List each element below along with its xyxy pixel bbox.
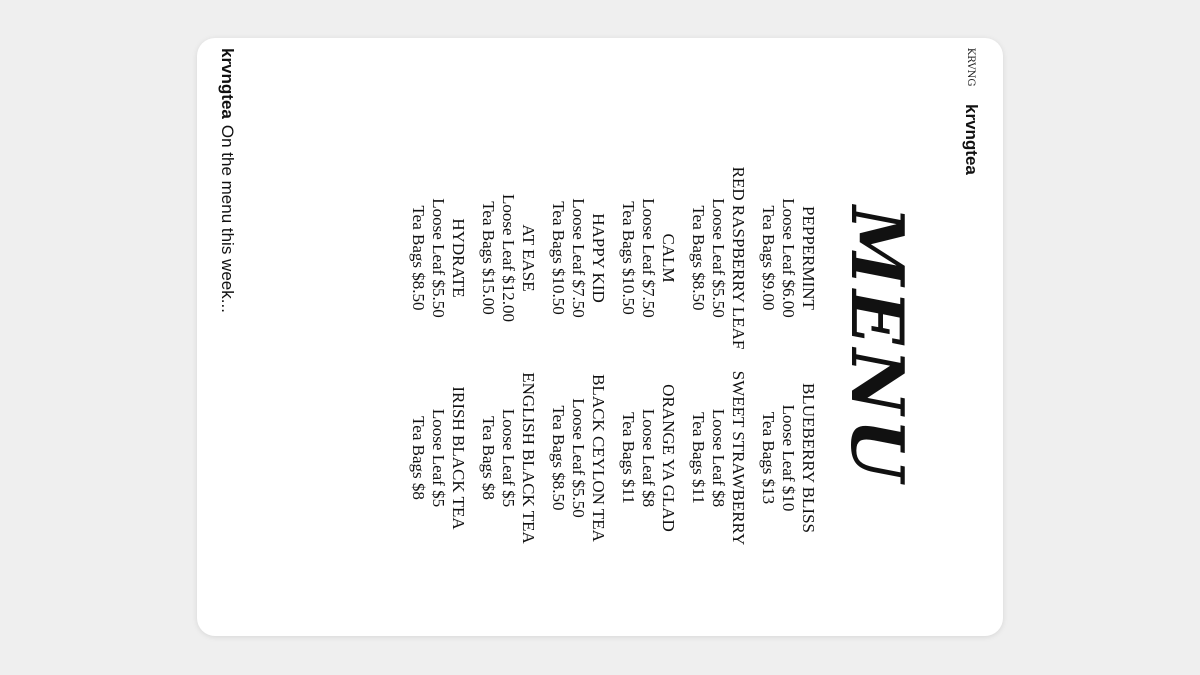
post-card <box>197 38 1003 636</box>
menu-item-loose-leaf-price: Loose Leaf $8 <box>709 408 728 508</box>
menu-item-loose-leaf-price: Loose Leaf $8 <box>639 408 658 508</box>
menu-item <box>478 358 538 558</box>
menu-item-tea-bags-price: Tea Bags $8.50 <box>549 405 568 511</box>
menu-item-loose-leaf-price: Loose Leaf $7.50 <box>639 198 658 318</box>
menu-item-tea-bags-price: Tea Bags $8.50 <box>689 205 708 311</box>
menu-item-loose-leaf-price: Loose Leaf $7.50 <box>569 198 588 318</box>
menu-item-loose-leaf-price: Loose Leaf $5.50 <box>569 398 588 518</box>
menu-grid <box>408 158 818 558</box>
menu-item-tea-bags-price: Tea Bags $8.50 <box>409 205 428 311</box>
menu-item-loose-leaf-price: Loose Leaf $5 <box>429 408 448 508</box>
caption-text: On the menu this week... <box>218 124 237 313</box>
menu-item <box>548 358 608 558</box>
menu-item-name: PEPPERMINT <box>799 206 818 310</box>
menu-item-loose-leaf-price: Loose Leaf $5.50 <box>429 198 448 318</box>
menu-item <box>408 358 468 558</box>
post-caption <box>217 48 237 628</box>
menu-item-loose-leaf-price: Loose Leaf $10 <box>779 404 798 512</box>
post-image <box>243 38 923 636</box>
menu-item-loose-leaf-price: Loose Leaf $5 <box>499 408 518 508</box>
menu-item-name: BLACK CEYLON TEA <box>589 374 608 542</box>
menu-item-tea-bags-price: Tea Bags $11 <box>619 412 638 504</box>
menu-item-name: ORANGE YA GLAD <box>659 384 678 532</box>
menu-item-tea-bags-price: Tea Bags $13 <box>759 411 778 505</box>
menu-title: MENU <box>835 206 920 486</box>
menu-item-tea-bags-price: Tea Bags $8 <box>479 416 498 500</box>
menu-item <box>688 158 748 358</box>
menu-item-name: RED RASPBERRY LEAF <box>729 166 748 350</box>
menu-item-tea-bags-price: Tea Bags $8 <box>409 416 428 500</box>
post-header <box>923 38 1003 636</box>
menu-item-tea-bags-price: Tea Bags $11 <box>689 412 708 504</box>
menu-item-name: HAPPY KID <box>589 213 608 303</box>
rotated-post-content <box>197 38 1003 636</box>
menu-item <box>758 358 818 558</box>
menu-item-loose-leaf-price: Loose Leaf $6.00 <box>779 198 798 318</box>
menu-item-loose-leaf-price: Loose Leaf $12.00 <box>499 194 518 322</box>
menu-item-name: HYDRATE <box>449 218 468 298</box>
menu-item-name: IRISH BLACK TEA <box>449 386 468 530</box>
menu-item-name: AT EASE <box>519 224 538 292</box>
menu-item <box>688 358 748 558</box>
menu-item-tea-bags-price: Tea Bags $10.50 <box>549 201 568 315</box>
menu-item-tea-bags-price: Tea Bags $15.00 <box>479 201 498 315</box>
menu-item <box>478 158 538 358</box>
menu-item-name: ENGLISH BLACK TEA <box>519 372 538 544</box>
caption-account[interactable]: krvngtea <box>218 48 237 119</box>
menu-item-loose-leaf-price: Loose Leaf $5.50 <box>709 198 728 318</box>
menu-item <box>618 158 678 358</box>
menu-item-name: CALM <box>659 233 678 283</box>
menu-item <box>408 158 468 358</box>
menu-item-tea-bags-price: Tea Bags $9.00 <box>759 205 778 311</box>
menu-item <box>548 158 608 358</box>
menu-item-tea-bags-price: Tea Bags $10.50 <box>619 201 638 315</box>
menu-item <box>758 158 818 358</box>
account-name[interactable]: krvngtea <box>962 104 981 175</box>
menu-item-name: BLUEBERRY BLISS <box>799 382 818 534</box>
menu-item <box>618 358 678 558</box>
brand-logo[interactable]: KRVNG <box>965 47 977 87</box>
menu-item-name: SWEET STRAWBERRY <box>729 370 748 546</box>
